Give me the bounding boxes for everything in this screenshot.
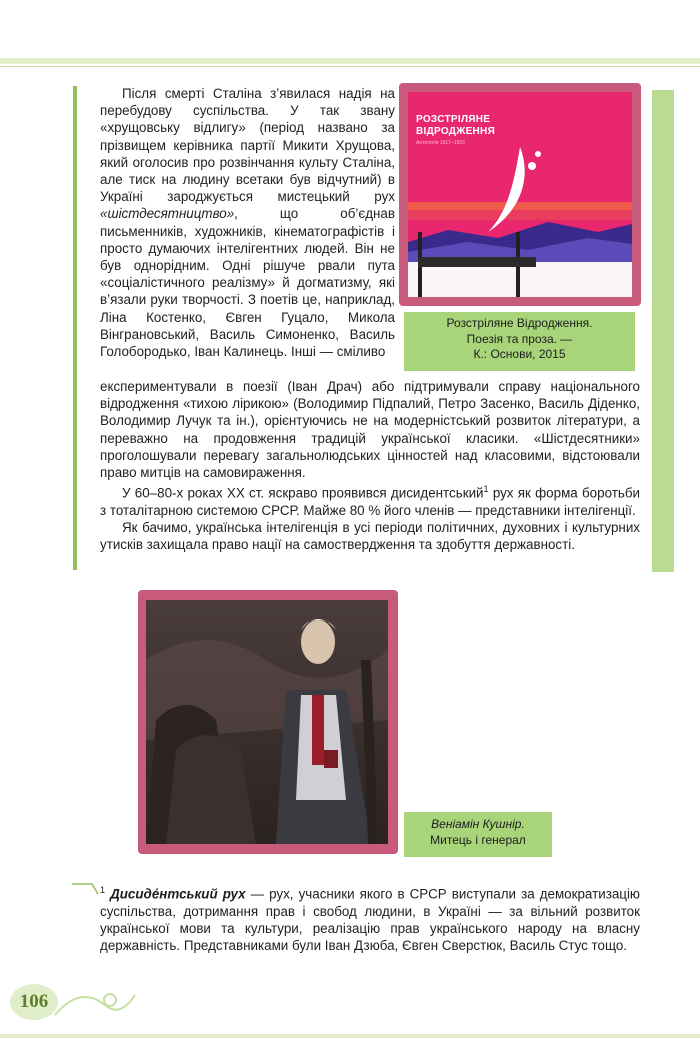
paragraph-2 (100, 481, 640, 519)
book-caption-line: Розстріляне Відродження. (446, 316, 593, 330)
footer-rule (0, 1034, 700, 1038)
text-run: рух як форма боротьби з тоталітарною системою СРСР. Майже 80 % його членів — представники інтелігенції. (100, 485, 640, 518)
painting-art (146, 600, 388, 844)
right-accent-bar (652, 90, 674, 572)
book-cover-title-line: РОЗСТРІЛЯНЕ (416, 114, 491, 125)
footnote-ref[interactable]: 1 (483, 484, 489, 495)
main-text-full (100, 378, 640, 554)
left-accent-bar (73, 86, 77, 570)
book-cover-image (408, 92, 632, 297)
book-cover-title-line: ВІДРОДЖЕННЯ (416, 126, 496, 137)
footnote-term: Дисиде́нтський рух (110, 886, 246, 902)
book-cover-art (408, 92, 632, 297)
text-run: У 60–80-х роках XX ст. яскраво проявився дисидентський (122, 485, 484, 501)
footnote-number: 1 (100, 885, 106, 895)
footnote-text: — рух, учасники якого в СРСР виступали за демократизацію суспільства, дотримання прав і свобод людини, в Україні — за вільний розвиток української мови та культури, реалізацію прав українського народу на власну державність. Представниками були Іван Дзюба, Євген Сверстюк, Василь Стус тощо. (100, 886, 640, 954)
painting-caption (404, 812, 552, 857)
painting-caption-author: Веніамін Кушнір. (431, 817, 525, 831)
page-number: 106 (10, 984, 58, 1020)
header-rule-thin (0, 66, 700, 67)
book-caption-line: К.: Основи, 2015 (473, 347, 566, 361)
book-caption (404, 312, 635, 371)
book-caption-line: Поезія та проза. — (466, 331, 573, 346)
paragraph-1-start (100, 85, 395, 360)
paragraph-1-continued: експериментували в поезії (Іван Драч) або підтримували справу національного відродження «тихою лірикою» (Володимир Підпалий, Петро Засенко, Василь Діденко, Володимир Лучук та ін.), орієнтуючись не на модерністський розвиток літератури, а переважно на продовження традицій української класики. «Шістдесятники» проголошували перевагу загальнолюдських цінностей над класовими, відстоювали право митців на самовираження. (100, 379, 640, 481)
painting-image (146, 600, 388, 844)
term-italic: «шістдесятництво» (100, 206, 235, 222)
text-run: , що об’єднав письменників, художників, кінематографістів і просто думаючих інтелігентних людей. Він не був однорідним. Одні рішуче рвали пута «соціалістичного реалізму» й догматизму, які в’язали руки творчості. З поетів це, наприклад, Ліна Костенко, Євген Гуцало, Микола Вінграновський, Василь Симоненко, Василь Голобородько, Іван Калинець. Інші — сміливо (100, 206, 395, 360)
header-rule (0, 58, 700, 64)
text-run: Після смерті Сталіна з’явилася надія на перебудову суспільства. У так звану «хрущовську відлигу» (період названо за прізвищем керівника партії Микити Хрущова, який оголосив про розвінчання культу Сталіна, але тиск на людину всетаки був відчутний) в Україні зароджується мистецький рух (100, 86, 395, 205)
footnote (100, 882, 640, 954)
footnote-marker-icon (70, 880, 100, 898)
painting-caption-title: Митець і генерал (430, 832, 526, 847)
book-cover-subtitle: Антологія 1917–1933 (416, 140, 465, 146)
main-text-wrapped (100, 85, 395, 360)
paragraph-3: Як бачимо, українська інтелігенція в усі періоди політичних, духовних і культурних утисків захищала право нації на самоствердження та здобуття державності. (100, 520, 640, 553)
ornament-swirl-icon (50, 980, 140, 1025)
